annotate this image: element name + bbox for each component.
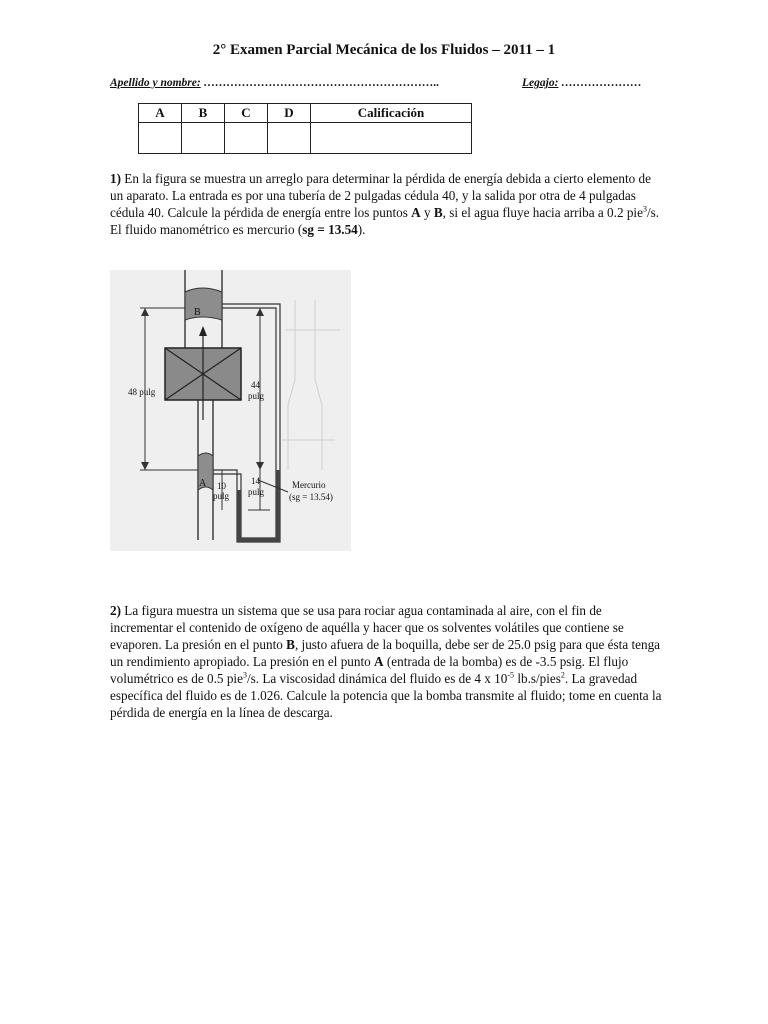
- name-field: [110, 77, 439, 89]
- grade-cell-b: [182, 123, 225, 154]
- problem-1: [110, 170, 664, 238]
- problem-1-text: /s. El fluido manométrico es mercurio (: [110, 205, 660, 237]
- problem-2-text: lb.s/pies: [514, 671, 561, 686]
- legajo-field: [522, 77, 642, 89]
- specific-gravity: sg = 13.54: [302, 222, 358, 237]
- grade-header-d: D: [268, 104, 311, 123]
- dimension-14-value: 14: [251, 476, 260, 486]
- problem-2-text: , justo afuera de la boquilla, debe ser de 25.0 psig para que ésta tenga un rendimiento apropiado. La presión en el punto: [110, 637, 661, 669]
- problem-1-text: ).: [357, 222, 366, 237]
- problem-1-text: En la figura se muestra un arreglo para determinar la pérdida de energía debida a cierto elemento de un aparato. La entrada es por una tubería de 2 pulgadas cédula 40, y la salida por otra de 4 pulgadas cédula 40. Calcule la pérdida de energía entre los puntos: [110, 171, 651, 220]
- mercury-label: Mercurio: [292, 480, 326, 490]
- problem-2-number: 2): [110, 603, 121, 618]
- superscript: 3: [642, 204, 647, 214]
- problem-2-text: /s. La viscosidad dinámica del fluido es de 4 x 10: [246, 671, 508, 686]
- point-a-label: A: [374, 654, 384, 669]
- dimension-48: 48 pulg: [128, 387, 156, 397]
- problem-2-text: La figura muestra un sistema que se usa para rociar agua contaminada al aire, con el fin de incrementar el contenido de oxígeno de aquélla y hacer que os solventes volátiles que contiene se evaporen. La presión en el punto: [110, 603, 624, 652]
- grade-header-a: A: [139, 104, 182, 123]
- grade-header-calificacion: Calificación: [311, 104, 472, 123]
- label-a: A: [199, 478, 207, 489]
- page-title: 2° Examen Parcial Mecánica de los Fluidos – 2011 – 1: [212, 42, 556, 58]
- superscript: -5: [507, 670, 515, 680]
- name-label: Apellido y nombre:: [110, 77, 201, 89]
- superscript: 2: [560, 670, 565, 680]
- point-a-label: A: [411, 205, 421, 220]
- manometer-tube: [213, 304, 280, 542]
- grade-header-c: C: [225, 104, 268, 123]
- dimension-44-value: 44: [251, 380, 260, 390]
- grade-cell-calificacion: [311, 123, 472, 154]
- section-b: [185, 288, 222, 320]
- background-sketch: [282, 300, 340, 470]
- grade-cell-c: [225, 123, 268, 154]
- superscript: 3: [242, 670, 247, 680]
- point-b-label: B: [286, 637, 295, 652]
- label-b: B: [194, 307, 201, 318]
- grade-table: [138, 103, 472, 154]
- grade-cell-d: [268, 123, 311, 154]
- mercury-column: [276, 470, 280, 542]
- legajo-dots: …………………: [558, 77, 642, 89]
- dimension-14-unit: pulg: [248, 487, 265, 497]
- manometer-figure: [110, 270, 351, 551]
- point-b-label: B: [433, 205, 443, 220]
- dimension-10-unit: pulg: [213, 491, 230, 501]
- problem-1-text: y: [420, 205, 434, 220]
- dimension-lines: [140, 308, 288, 510]
- problem-1-text: , si el agua fluye hacia arriba a 0.2 pie: [442, 205, 643, 220]
- legajo-label: Legajo:: [522, 77, 559, 89]
- name-dots: ……………………………………………………..: [200, 77, 440, 89]
- problem-2: [110, 602, 664, 721]
- grade-header-b: B: [182, 104, 225, 123]
- problem-2-text: . La gravedad específica del fluido es de 1.026. Calcule la potencia que la bomba transmite al fluido; tome en cuenta la pérdida de energía en la línea de descarga.: [110, 671, 662, 720]
- grade-cell-a: [139, 123, 182, 154]
- dimension-10-value: 10: [217, 481, 226, 491]
- problem-1-number: 1): [110, 171, 121, 186]
- problem-2-text: (entrada de la bomba) es de -3.5 psig. El flujo volumétrico es de 0.5 pie: [110, 654, 629, 686]
- mercury-sg: (sg = 13.54): [289, 492, 333, 502]
- dimension-44-unit: pulg: [248, 391, 265, 401]
